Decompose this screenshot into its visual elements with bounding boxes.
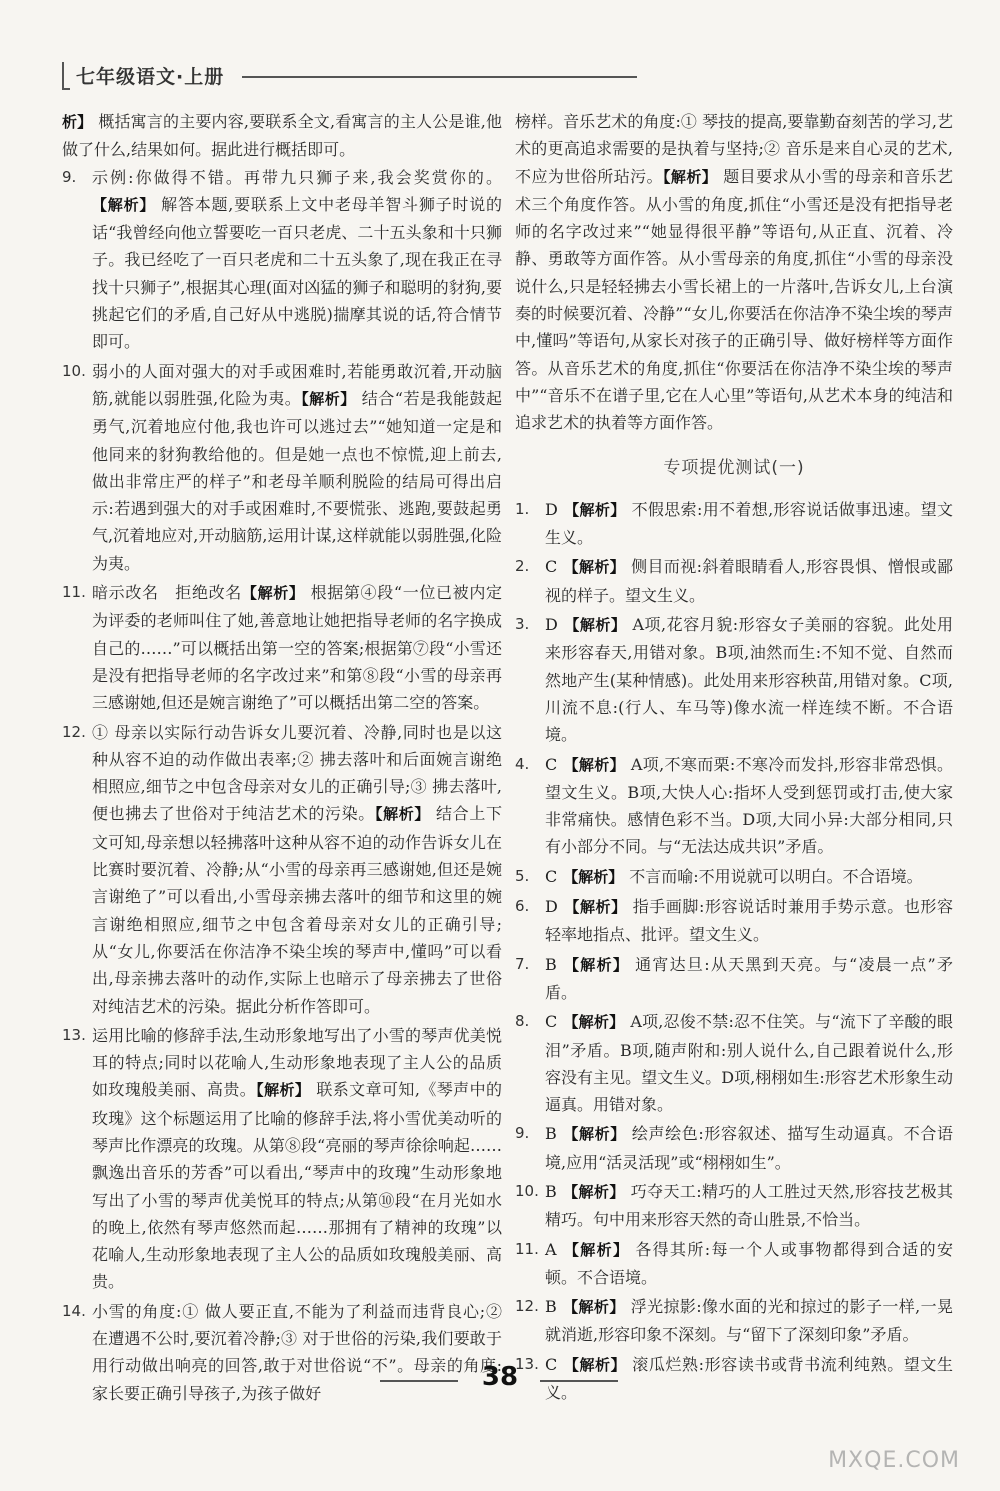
item-number: 4. — [515, 754, 530, 773]
answer-letter: D — [545, 897, 558, 917]
test-answer-item — [515, 553, 953, 609]
answer-item — [62, 164, 502, 356]
analysis-label: 【解析】 — [662, 167, 718, 186]
answer-text: 运用比喻的修辞手法,生动形象地写出了小雪的琴声优美悦耳的特点;同时以花喻人,生动形象地表现了主人公的品质如玫瑰般美丽、高贵。 — [92, 1025, 502, 1100]
analysis-label: 【解析】 — [562, 1125, 626, 1144]
answer-letter: C — [545, 1354, 558, 1374]
analysis-label: 【解析】 — [563, 898, 627, 917]
item-number: 8. — [515, 1012, 530, 1031]
item-number: 2. — [515, 557, 530, 576]
answer-text: ① 母亲以实际行动告诉女儿要沉着、冷静,同时也是以这种从容不迫的动作做出表率;② 拂去落叶和后面婉言谢绝相照应,细节之中包含母亲对女儿的正确引导;③ 拂去落叶,便也拂去了世俗对于纯洁艺术的污染。 — [92, 722, 502, 824]
answer-letter: C — [545, 1012, 558, 1032]
answer-letter: B — [545, 954, 557, 974]
test-answer-item — [515, 1008, 953, 1118]
answer-letter: B — [545, 1124, 557, 1144]
item-number: 13. — [515, 1354, 539, 1373]
item-number: 14. — [62, 1301, 86, 1320]
test-answer-item — [515, 893, 953, 949]
analysis-text: 绘声绘色:形容叙述、描写生动逼真。不合语境,应用“活灵活现”或“栩栩如生”。 — [545, 1124, 953, 1172]
page-header — [62, 62, 637, 92]
test-answer-item — [515, 951, 953, 1007]
answer-item — [62, 579, 502, 716]
left-column — [62, 108, 502, 1409]
continued-answer-14 — [515, 108, 953, 437]
answer-text: 结合上下文可知,母亲想以轻拂落叶这种从容不迫的动作告诉女儿在比赛时要沉着、冷静;从“小雪的母亲再三感谢她,但还是婉言谢绝了”可以看出,小雪母亲拂去落叶的细节和这里的婉言谢绝相照应,细节之中包含着母亲对女儿的正确引导;从“女儿,你要活在你洁净不染尘埃的琴声中,懂吗”可以看出,母亲拂去落叶的动作,实际上也暗示了母亲拂去了世俗对纯洁艺术的污染。据此分析作答即可。 — [92, 804, 502, 1016]
answer-text: 榜样。音乐艺术的角度:① 琴技的提高,要靠勤奋刻苦的学习,艺术的更高追求需要的是执着与坚持;② 音乐是来自心灵的艺术,不应为世俗所玷污。 — [515, 112, 953, 186]
analysis-label: 【解析】 — [563, 1013, 625, 1032]
test-answer-item — [515, 751, 953, 861]
analysis-label: 【解析】 — [563, 558, 626, 577]
analysis-text: 不假思索:用不着想,形容说话做事迅速。望文生义。 — [545, 499, 953, 548]
analysis-text: 不言而喻:不用说就可以明白。不合语境。 — [629, 866, 923, 886]
test-answer-item — [515, 496, 953, 552]
analysis-label: 【解析】 — [563, 755, 625, 774]
analysis-label: 【解析】 — [562, 1298, 625, 1317]
analysis-text: 各得其所:每一个人或事物都得到合适的安顿。不合语境。 — [545, 1239, 953, 1287]
answer-letter: B — [545, 1181, 557, 1201]
answer-text: 结合“若是我能鼓起勇气,沉着地应付他,我也许可以逃过去”“她知道一定是和他同来的豺狗教给他的。但是她一点也不惊慌,迎上前去,做出非常庄严的样子”和老母羊顺利脱险的结局可得出启示:若遇到强大的对手或困难时,不要慌张、逃跑,要鼓起勇气,沉着地应对,开动脑筋,运用计谋,这样就能以弱胜强,化险为夷。 — [92, 388, 502, 573]
item-number: 10. — [515, 1181, 539, 1200]
item-number: 10. — [62, 361, 86, 380]
analysis-label: 【解析】 — [563, 500, 626, 519]
answer-letter: C — [545, 866, 558, 886]
answer-item — [62, 108, 502, 164]
test-answer-item — [515, 1293, 953, 1349]
answer-item — [62, 719, 502, 1020]
analysis-text: A项,忍俊不禁:忍不住笑。与“流下了辛酸的眼泪”矛盾。B项,随声附和:别人说什么,自己跟着说什么,形容没有主见。望文生义。D项,栩栩如生:形容艺术形象生动逼真。用错对象。 — [545, 1012, 953, 1115]
item-number: 11. — [515, 1239, 539, 1258]
analysis-label: 【解析】 — [562, 1240, 630, 1259]
item-number: 12. — [515, 1297, 539, 1316]
test-answer-item — [515, 1120, 953, 1176]
analysis-text: 通宵达旦:从天黑到天亮。与“凌晨一点”矛盾。 — [545, 954, 953, 1002]
answer-text: 题目要求从小雪的母亲和音乐艺术三个角度作答。从小雪的角度,抓住“小雪还是没有把指导老师的名字改过来”“她显得很平静”等语句,从正直、沉着、冷静、勇敢等方面作答。从小雪母亲的角度,抓住“小雪的母亲没说什么,只是轻轻拂去小雪长裙上的一片落叶,告诉女儿,上台演奏的时候要沉着、冷静”“女儿,你要活在你洁净不染尘埃的琴声中,懂吗”等语句,从家长对孩子的正确引导、做好榜样等方面作答。从音乐艺术的角度,抓住“你要活在你洁净不染尘埃的琴声中”“音乐不在谱子里,它在人心里”等语句,从艺术本身的纯洁和追求艺术的执着等方面作答。 — [515, 166, 953, 433]
answer-letter: B — [545, 1297, 557, 1317]
analysis-text: 巧夺天工:精巧的人工胜过天然,形容技艺极其精巧。句中用来形容天然的奇山胜景,不恰当。 — [545, 1181, 953, 1230]
item-number: 6. — [515, 897, 530, 916]
item-number: 13. — [62, 1025, 86, 1044]
item-number: 12. — [62, 722, 86, 741]
right-column — [515, 108, 953, 1408]
section-title: 专项提优测试(一) — [663, 457, 805, 478]
answer-text: 小雪的角度:① 做人要正直,不能为了利益而违背良心;② 在遭遇不公时,要沉着冷静;③ 对于世俗的污染,我们要敢于用行动做出响亮的回答,敢于对世俗说“不”。母亲的角度:家长要正确引导孩子,为孩子做好 — [92, 1301, 502, 1403]
answer-letter: C — [545, 557, 558, 577]
item-number: 3. — [515, 615, 530, 634]
analysis-text: 侧目而视:斜着眼睛看人,形容畏惧、憎恨或鄙视的样子。望文生义。 — [545, 557, 953, 605]
analysis-label: 【解析】 — [563, 616, 627, 635]
analysis-text: 指手画脚:形容说话时兼用手势示意。也形容轻率地指点、批评。望文生义。 — [545, 897, 953, 945]
analysis-label: 【解析】 — [562, 955, 630, 974]
answer-text: 弱小的人面对强大的对手或困难时,若能勇敢沉着,开动脑筋,就能以弱胜强,化险为夷。 — [92, 361, 502, 408]
answer-text: 暗示改名 拒绝改名 — [92, 583, 242, 603]
item-number: 1. — [515, 499, 530, 518]
test-answer-item — [515, 611, 953, 748]
item-number: 7. — [515, 954, 530, 973]
page-footer — [0, 1360, 1000, 1400]
analysis-text: A项,不寒而栗:不寒冷而发抖,形容非常恐惧。望文生义。B项,大快人心:指坏人受到惩罚或打击,使大家非常痛快。感情色彩不当。D项,大同小异:大部分相同,只有小部分不同。与“无法达成共识”矛盾。 — [545, 754, 953, 857]
item-number: 9. — [515, 1124, 530, 1143]
footer-line-right — [540, 1380, 618, 1382]
header-bracket — [62, 62, 70, 90]
analysis-label: 【解析】 — [562, 1182, 625, 1201]
header-title: 七年级语文·上册 — [76, 66, 225, 88]
test-answer-item — [515, 1178, 953, 1234]
analysis-label: 【解析】 — [92, 195, 156, 214]
header-rule — [242, 76, 637, 78]
answer-item — [62, 358, 502, 577]
answer-letter: D — [545, 499, 558, 519]
test-answer-item — [515, 863, 953, 891]
analysis-text: 浮光掠影:像水面的光和掠过的影子一样,一晃就消逝,形容印象不深刻。与“留下了深刻印象”矛盾。 — [545, 1297, 953, 1345]
analysis-label: 【解析】 — [563, 1355, 627, 1374]
analysis-text: 滚瓜烂熟:形容读书或背书流利纯熟。望文生义。 — [545, 1354, 953, 1403]
page-number: 38 — [481, 1362, 519, 1392]
test-answer-item — [515, 1236, 953, 1292]
item-number: 5. — [515, 866, 530, 885]
answer-text: 联系文章可知,《琴声中的玫瑰》这个标题运用了比喻的修辞手法,将小雪优美动听的琴声比作漂亮的玫瑰。从第⑧段“亮丽的琴声徐徐响起……飘逸出音乐的芳香”可以看出,“琴声中的玫瑰”生动形象地写出了小雪的琴声优美悦耳的特点;从第⑩段“在月光如水的晚上,依然有琴声悠然而起……那拥有了精神的玫瑰”以花喻人,生动形象地表现了主人公的品质如玫瑰般美丽、高贵。 — [92, 1080, 502, 1292]
answer-text: 示例:你做得不错。再带九只狮子来,我会奖赏你的。 — [92, 167, 502, 187]
analysis-label: 析】 — [62, 113, 93, 131]
analysis-label: 【解析】 — [241, 584, 305, 603]
analysis-text: A项,花容月貌:形容女子美丽的容貌。此处用来形容春天,用错对象。B项,油然而生:不知不觉、自然而然地产生(某种情感)。此处用来形容秧苗,用错对象。C项,川流不息:(行人、车马等)像水流一样连续不断。不合语境。 — [545, 615, 953, 745]
answer-letter: A — [545, 1239, 557, 1259]
item-number: 9. — [62, 167, 77, 186]
analysis-label: 【解析】 — [374, 805, 431, 824]
footer-line-left — [380, 1380, 458, 1382]
answer-list — [515, 496, 953, 1407]
analysis-label: 【解析】 — [563, 867, 624, 886]
analysis-label: 【解析】 — [256, 1081, 311, 1100]
watermark-logo: MXQE.COM — [828, 1448, 960, 1473]
answer-letter: D — [545, 615, 558, 635]
item-number: 11. — [62, 583, 86, 602]
answer-letter: C — [545, 754, 558, 774]
answer-text: 根据第④段“一位已被内定为评委的老师叫住了她,善意地让她把指导老师的名字换成自己的……”可以概括出第一空的答案;根据第⑦段“小雪还是没有把指导老师的名字改过来”和第⑧段“小雪的母亲再三感谢她,但还是婉言谢绝了”可以概括出第二空的答案。 — [92, 583, 502, 713]
answer-text: 解答本题,要联系上文中老母羊智斗狮子时说的话“我曾经向他立誓要吃一百只老虎、二十五头象和十只狮子。我已经吃了一百只老虎和二十五头象了,现在我正在寻找十只狮子”,根据其心理(面对凶猛的狮子和聪明的豺狗,要挑起它们的矛盾,自己好从中逃脱)揣摩其说的话,符合情节即可。 — [92, 194, 502, 352]
answer-item — [62, 1022, 502, 1296]
answer-text: 概括寓言的主要内容,要联系全文,看寓言的主人公是谁,他做了什么,结果如何。据此进行概括即可。 — [62, 112, 502, 160]
analysis-label: 【解析】 — [301, 389, 356, 408]
